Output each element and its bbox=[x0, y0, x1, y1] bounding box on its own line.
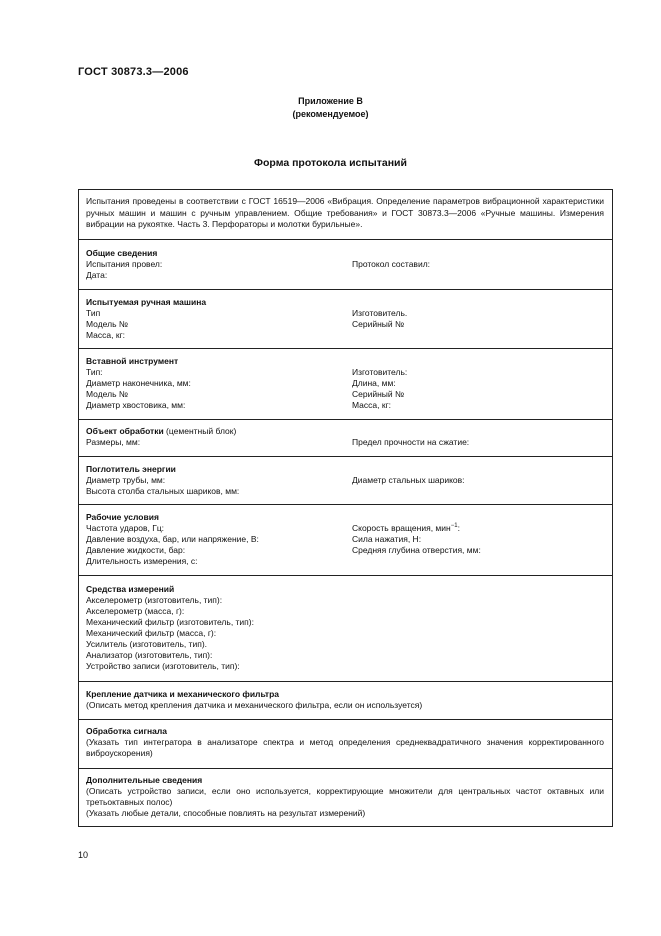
workpiece-dimensions-label: Размеры, мм: bbox=[86, 437, 141, 447]
hole-depth-label: Средняя глубина отверстия, мм: bbox=[352, 545, 481, 555]
tool-type-label: Тип: bbox=[86, 367, 103, 377]
additional-section bbox=[79, 769, 612, 826]
column-height-label: Высота столба стальных шариков, мм: bbox=[86, 486, 240, 496]
signal-heading: Обработка сигнала bbox=[86, 726, 167, 736]
tip-diameter-label: Диаметр наконечника, мм: bbox=[86, 378, 191, 388]
conditions-row-3 bbox=[86, 545, 604, 556]
annex-note: (рекомендуемое) bbox=[292, 109, 369, 119]
impact-frequency-label: Частота ударов, Гц: bbox=[86, 523, 165, 533]
additional-text-1: (Описать устройство записи, если оно используется, корректирующие множители для центральных частот октавных или третьоктавных полос) bbox=[86, 786, 604, 807]
standard-designation: ГОСТ 30873.3—2006 bbox=[78, 66, 189, 78]
workpiece-heading: Объект обработки bbox=[86, 426, 164, 436]
protocol-form-table bbox=[78, 189, 613, 827]
general-row-2 bbox=[86, 270, 604, 281]
mounting-heading: Крепление датчика и механического фильтра bbox=[86, 689, 280, 699]
rotation-speed-colon: : bbox=[457, 523, 460, 533]
absorber-row-2 bbox=[86, 486, 604, 497]
tool-row-1 bbox=[86, 367, 604, 378]
tool-row-4 bbox=[86, 400, 604, 411]
absorber-section bbox=[79, 457, 612, 505]
ball-diameter-label: Диаметр стальных шариков: bbox=[352, 475, 465, 485]
workpiece-section bbox=[79, 420, 612, 457]
tool-heading: Вставной инструмент bbox=[86, 356, 179, 366]
tube-diameter-label: Диаметр трубы, мм: bbox=[86, 475, 166, 485]
mounting-text: (Описать метод крепления датчика и механического фильтра, если он используется) bbox=[86, 700, 423, 710]
instrument-item: Анализатор (изготовитель, тип): bbox=[86, 650, 213, 660]
signal-text: (Указать тип интегратора в анализаторе спектра и метод определения среднеквадратичного значения корректированного виброускорения) bbox=[86, 737, 604, 758]
workpiece-heading-note: (цементный блок) bbox=[163, 426, 237, 436]
rotation-speed-label bbox=[352, 523, 604, 534]
annex-title: Приложение В bbox=[298, 96, 363, 106]
compressive-strength-label: Предел прочности на сжатие: bbox=[352, 437, 470, 447]
duration-label: Длительность измерения, с: bbox=[86, 556, 198, 566]
intro-section bbox=[79, 190, 612, 240]
conditions-row-2 bbox=[86, 534, 604, 545]
rotation-speed-text: Скорость вращения, мин bbox=[352, 523, 451, 533]
absorber-heading: Поглотитель энергии bbox=[86, 464, 176, 474]
absorber-row-1 bbox=[86, 475, 604, 486]
workpiece-row-1 bbox=[86, 437, 604, 448]
machine-row-1 bbox=[86, 308, 604, 319]
signal-section bbox=[79, 720, 612, 769]
machine-mass-label: Масса, кг: bbox=[86, 330, 126, 340]
instruments-section bbox=[79, 576, 612, 682]
machine-serial-label: Серийный № bbox=[352, 319, 405, 329]
general-heading: Общие сведения bbox=[86, 248, 158, 258]
machine-type-label: Тип bbox=[86, 308, 101, 318]
workpiece-heading-line bbox=[86, 426, 604, 437]
conditions-heading: Рабочие условия bbox=[86, 512, 159, 522]
tool-model-label: Модель № bbox=[86, 389, 128, 399]
date-label: Дата: bbox=[86, 270, 108, 280]
conditions-row-1 bbox=[86, 523, 604, 534]
tool-manufacturer-label: Изготовитель: bbox=[352, 367, 408, 377]
feed-force-label: Сила нажатия, Н: bbox=[352, 534, 422, 544]
additional-text-2: (Указать любые детали, способные повлиять на результат измерений) bbox=[86, 808, 366, 818]
machine-manufacturer-label: Изготовитель. bbox=[352, 308, 408, 318]
conditions-row-4 bbox=[86, 556, 604, 567]
instrument-item: Акселерометр (масса, г): bbox=[86, 606, 185, 616]
annex-heading bbox=[0, 95, 661, 121]
tool-row-2 bbox=[86, 378, 604, 389]
tool-serial-label: Серийный № bbox=[352, 389, 405, 399]
instrument-item: Акселерометр (изготовитель, тип): bbox=[86, 595, 223, 605]
instrument-item: Механический фильтр (изготовитель, тип): bbox=[86, 617, 254, 627]
shank-diameter-label: Диаметр хвостовика, мм: bbox=[86, 400, 186, 410]
machine-row-3 bbox=[86, 330, 604, 341]
additional-heading: Дополнительные сведения bbox=[86, 775, 203, 785]
general-section bbox=[79, 240, 612, 290]
machine-heading: Испытуемая ручная машина bbox=[86, 297, 207, 307]
machine-model-label: Модель № bbox=[86, 319, 128, 329]
liquid-pressure-label: Давление жидкости, бар: bbox=[86, 545, 186, 555]
page-number: 10 bbox=[78, 850, 89, 860]
mounting-section bbox=[79, 682, 612, 720]
form-title: Форма протокола испытаний bbox=[254, 157, 407, 169]
machine-section bbox=[79, 290, 612, 349]
instruments-heading: Средства измерений bbox=[86, 584, 175, 594]
general-row-1 bbox=[86, 259, 604, 270]
tested-by-label: Испытания провел: bbox=[86, 259, 163, 269]
instrument-item: Усилитель (изготовитель, тип). bbox=[86, 639, 208, 649]
air-pressure-label: Давление воздуха, бар, или напряжение, В: bbox=[86, 534, 259, 544]
tool-length-label: Длина, мм: bbox=[352, 378, 396, 388]
conditions-section bbox=[79, 505, 612, 576]
instrument-item: Механический фильтр (масса, г): bbox=[86, 628, 217, 638]
intro-text: Испытания проведены в соответствии с ГОСТ 16519—2006 «Вибрация. Определение параметров вибрационной характеристики ручных машин и машин с ручным управлением. Общие требования» и ГОСТ 30873.3—2006 «Ручные машины. Измерения вибрации на рукоятке. Часть 3. Перфораторы и молотки бурильные». bbox=[86, 196, 604, 229]
instrument-item: Устройство записи (изготовитель, тип): bbox=[86, 661, 240, 671]
rotation-speed-exponent: −1 bbox=[450, 523, 458, 529]
machine-row-2 bbox=[86, 319, 604, 330]
tool-mass-label: Масса, кг: bbox=[352, 400, 392, 410]
tool-section bbox=[79, 349, 612, 420]
tool-row-3 bbox=[86, 389, 604, 400]
report-by-label: Протокол составил: bbox=[352, 259, 431, 269]
